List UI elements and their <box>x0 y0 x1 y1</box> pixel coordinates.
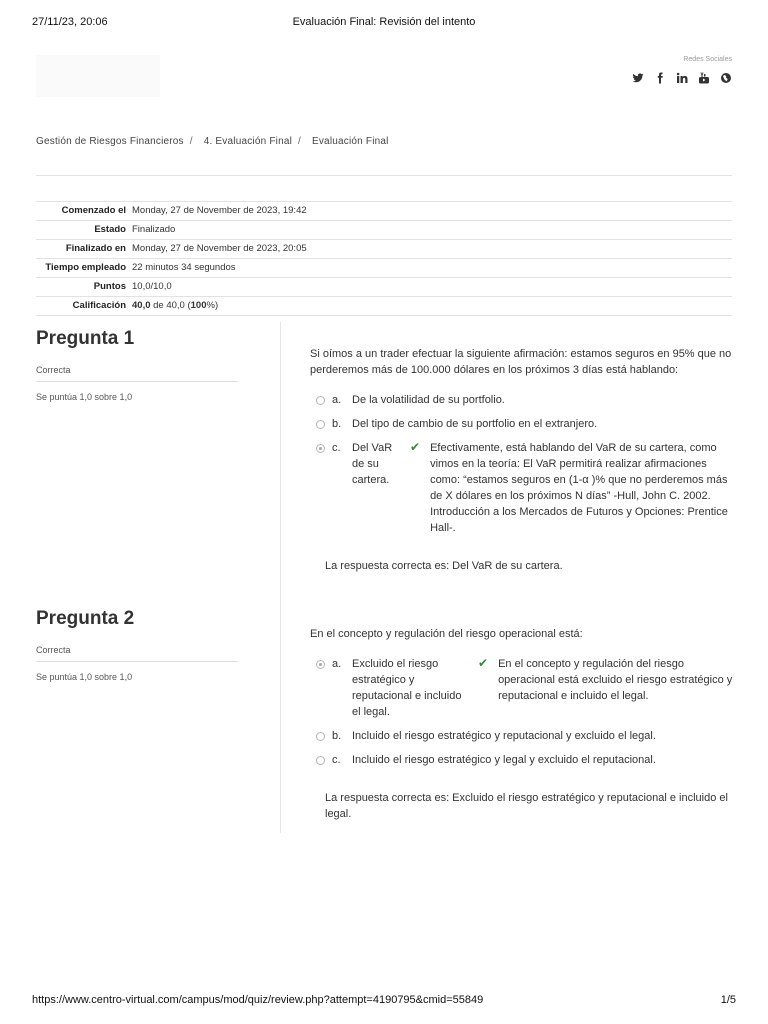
question-info <box>36 327 238 402</box>
breadcrumb <box>36 136 395 147</box>
linkedin-icon[interactable] <box>676 72 688 84</box>
correct-check-icon: ✔ <box>478 656 489 670</box>
print-page-number: 1/5 <box>720 994 736 1006</box>
answer-option[interactable] <box>310 752 734 768</box>
question-content <box>310 607 734 822</box>
summary-row-points <box>36 278 732 297</box>
facebook-icon[interactable] <box>654 72 666 84</box>
grade-score: 40,0 <box>132 300 151 311</box>
content-divider <box>280 322 281 833</box>
summary-value: Finalizado <box>132 224 176 235</box>
summary-label: Tiempo empleado <box>45 262 126 273</box>
correct-check-icon: ✔ <box>410 440 421 454</box>
attempt-summary-table <box>36 201 732 316</box>
summary-value: Monday, 27 de November de 2023, 20:05 <box>132 243 307 254</box>
answer-letter: a. <box>332 394 342 406</box>
summary-row-started <box>36 202 732 221</box>
answer-feedback: En el concepto y regulación del riesgo operacional está excluido el riesgo estratégico y reputacional e incluido el legal. <box>498 658 733 702</box>
summary-label: Calificación <box>72 300 126 311</box>
summary-row-finished <box>36 240 732 259</box>
breadcrumb-separator: / <box>189 136 193 147</box>
question-content <box>310 327 734 574</box>
answer-text: Del tipo de cambio de su portfolio en el extranjero. <box>352 418 598 430</box>
question-text: Si oímos a un trader efectuar la siguiente afirmación: estamos seguros en 95% que no perderemos más de 100.000 dólares en los próximos 3 días está hablando: <box>310 348 732 376</box>
right-answer: La respuesta correcta es: Excluido el riesgo estratégico y reputacional e incluido el legal. <box>325 792 728 820</box>
summary-label: Puntos <box>93 281 126 292</box>
print-footer <box>32 994 736 1010</box>
divider <box>36 175 732 176</box>
answer-feedback: Efectivamente, está hablando del VaR de su cartera, como vimos en la teoría: El VaR permitirá realizar afirmaciones como: “estamos seguros en (1-α )% que no perderemos más de X dólares en los próximos N días” -Hull, John C. 2002. Introducción a los Mercados de Futuros y Opciones: Prentice Hall-. <box>430 442 728 534</box>
answer-text: De la volatilidad de su portfolio. <box>352 394 505 406</box>
grade-of: de 40,0 ( <box>153 300 191 311</box>
question-text: En el concepto y regulación del riesgo operacional está: <box>310 628 583 640</box>
summary-value <box>132 297 732 316</box>
question-grade: Se puntúa 1,0 sobre 1,0 <box>36 392 133 402</box>
question-title: Pregunta 1 <box>36 328 135 349</box>
social-links <box>632 56 732 84</box>
answer-option-selected[interactable] <box>310 440 734 536</box>
question-title: Pregunta 2 <box>36 608 135 629</box>
summary-value: 22 minutos 34 segundos <box>132 262 236 273</box>
right-answer: La respuesta correcta es: Del VaR de su cartera. <box>325 560 563 572</box>
answer-list <box>310 656 734 768</box>
breadcrumb-item-quiz[interactable]: Evaluación Final <box>311 136 389 147</box>
question-state: Correcta <box>36 365 238 382</box>
question-state: Correcta <box>36 645 238 662</box>
answer-radio[interactable] <box>316 396 325 405</box>
print-title: Evaluación Final: Revisión del intento <box>292 16 476 28</box>
globe-icon[interactable] <box>720 72 732 84</box>
print-datetime: 27/11/23, 20:06 <box>32 16 108 28</box>
answer-radio[interactable] <box>316 732 325 741</box>
twitter-icon[interactable] <box>632 72 644 84</box>
answer-radio[interactable] <box>316 420 325 429</box>
summary-label: Estado <box>94 224 126 235</box>
question-info <box>36 607 238 682</box>
breadcrumb-item-section[interactable]: 4. Evaluación Final <box>203 136 293 147</box>
youtube-icon[interactable] <box>698 72 710 84</box>
answer-radio[interactable] <box>316 756 325 765</box>
summary-value: Monday, 27 de November de 2023, 19:42 <box>132 205 307 216</box>
answer-option[interactable] <box>310 416 734 432</box>
summary-label: Comenzado el <box>61 205 126 216</box>
print-url: https://www.centro-virtual.com/campus/mod/quiz/review.php?attempt=4190795&cmid=55849 <box>32 994 484 1006</box>
print-header <box>32 16 736 32</box>
question-grade: Se puntúa 1,0 sobre 1,0 <box>36 672 133 682</box>
answer-radio[interactable] <box>316 660 325 669</box>
summary-label: Finalizado en <box>65 243 126 254</box>
answer-text: Incluido el riesgo estratégico y legal y excluido el reputacional. <box>352 754 656 766</box>
answer-letter: c. <box>332 442 341 454</box>
answer-letter: b. <box>332 418 342 430</box>
grade-percent: 100 <box>190 300 207 311</box>
answer-list <box>310 392 734 536</box>
summary-value: 10,0/10,0 <box>132 281 172 292</box>
answer-text: Incluido el riesgo estratégico y reputacional y excluido el legal. <box>352 730 656 742</box>
answer-text: Excluido el riesgo estratégico y reputacional e incluido el legal. <box>352 658 462 718</box>
answer-text: Del VaR de su cartera. <box>352 442 393 486</box>
breadcrumb-separator: / <box>298 136 301 147</box>
grade-suffix: %) <box>206 300 219 311</box>
answer-letter: c. <box>332 754 341 766</box>
site-logo[interactable] <box>36 55 160 97</box>
answer-option[interactable] <box>310 392 734 408</box>
answer-radio[interactable] <box>316 444 325 453</box>
summary-row-grade <box>36 297 732 316</box>
answer-option[interactable] <box>310 728 734 744</box>
social-label: Redes Sociales <box>683 56 732 63</box>
answer-letter: a. <box>332 658 342 670</box>
answer-option-selected[interactable] <box>310 656 734 720</box>
breadcrumb-item-course[interactable]: Gestión de Riesgos Financieros <box>36 136 184 147</box>
summary-row-state <box>36 221 732 240</box>
answer-letter: b. <box>332 730 342 742</box>
summary-row-time <box>36 259 732 278</box>
